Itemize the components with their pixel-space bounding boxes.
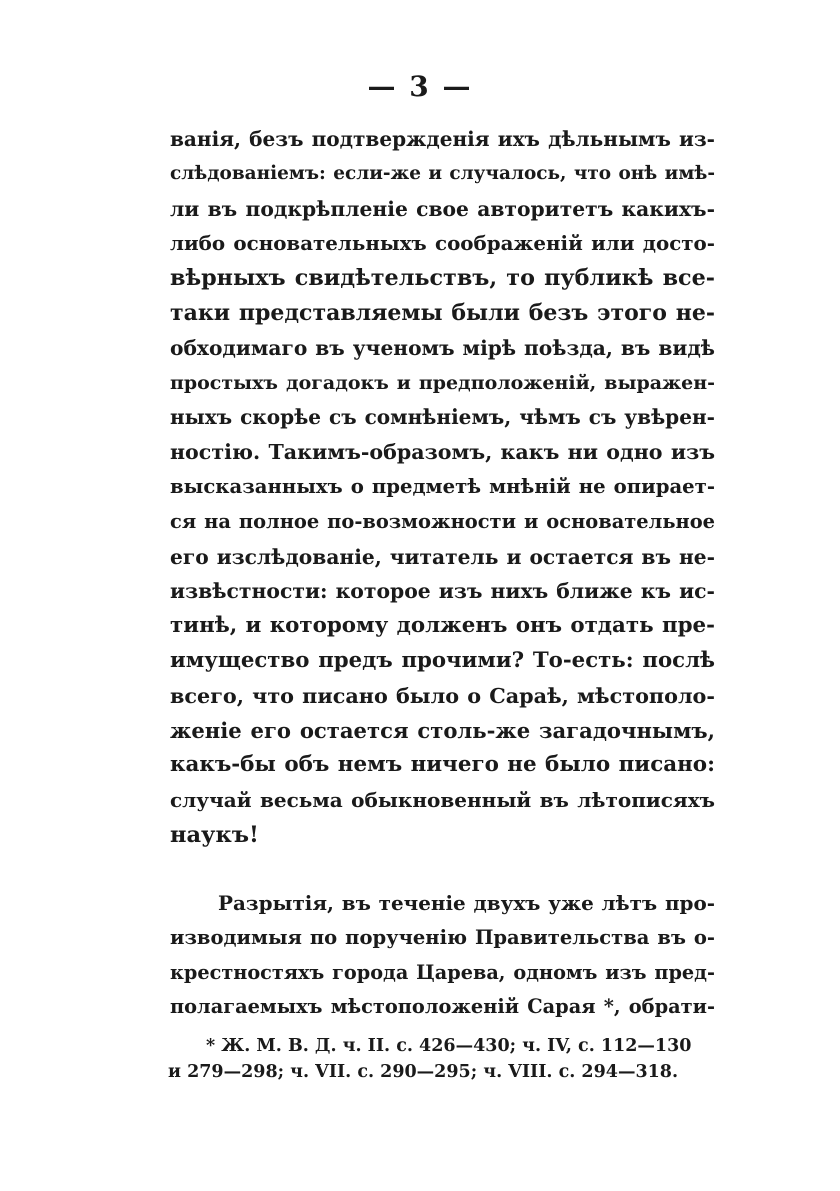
text-line: либо основательныхъ соображеній или досто- xyxy=(170,231,715,256)
footnote-line: и 279—298; ч. VII. с. 290—295; ч. VIII. с. 294—318. xyxy=(168,1062,679,1082)
page-number: — 3 — xyxy=(367,70,473,103)
paragraph-2 xyxy=(170,886,715,1025)
text-line: крестностяхъ города Царева, одномъ изъ пред- xyxy=(170,960,715,984)
text-line: извѣстности: которое изъ нихъ ближе къ ис- xyxy=(170,579,715,604)
text-line: обходимаго въ ученомъ мірѣ поѣзда, въ видѣ xyxy=(170,335,715,360)
footnote xyxy=(168,1033,713,1085)
text-line: женіе его остается столь-же загадочнымъ, xyxy=(170,717,715,743)
text-line: наукъ! xyxy=(170,821,259,848)
text-line: ностію. Такимъ-образомъ, какъ ни одно изъ xyxy=(170,440,715,465)
text-line: тинѣ, и которому долженъ онъ отдать пре- xyxy=(170,613,715,639)
text-line: вѣрныхъ свидѣтельствъ, то публикѣ все- xyxy=(170,265,715,292)
footnote-line: * Ж. М. В. Д. ч. II. с. 426—430; ч. IV, с. 112—130 xyxy=(206,1036,692,1056)
text-line: Разрытія, въ теченіе двухъ уже лѣтъ про- xyxy=(218,891,715,915)
text-line: случай весьма обыкновенный въ лѣтописяхъ xyxy=(170,788,715,813)
text-line: слѣдованіемъ: если-же и случалось, что онѣ имѣ- xyxy=(170,162,715,184)
text-line: его изслѣдованіе, читатель и остается въ не- xyxy=(170,544,715,569)
paragraph-1 xyxy=(170,122,715,853)
text-line: ванія, безъ подтвержденія ихъ дѣльнымъ из- xyxy=(170,127,715,151)
text-line: таки представляемы были безъ этого не- xyxy=(170,299,715,326)
text-line: высказанныхъ о предметѣ мнѣній не опирает- xyxy=(170,474,715,498)
text-line: ся на полное по-возможности и основательное xyxy=(170,509,715,533)
text-line: какъ-бы объ немъ ничего не было писано: xyxy=(170,752,715,778)
text-line: ли въ подкрѣпленіе свое авторитетъ какихъ- xyxy=(170,196,715,221)
text-line: всего, что писано было о Сараѣ, мѣстополо- xyxy=(170,683,715,708)
text-line: ныхъ скорѣе съ сомнѣніемъ, чѣмъ съ увѣрен- xyxy=(170,405,715,430)
text-line: изводимыя по порученію Правительства въ о- xyxy=(170,925,715,949)
text-line: полагаемыхъ мѣстоположеній Сарая *, обрати- xyxy=(170,995,715,1019)
text-line: имущество предъ прочими? То-есть: послѣ xyxy=(170,647,715,673)
text-line: простыхъ догадокъ и предположеній, выражен- xyxy=(170,371,715,394)
